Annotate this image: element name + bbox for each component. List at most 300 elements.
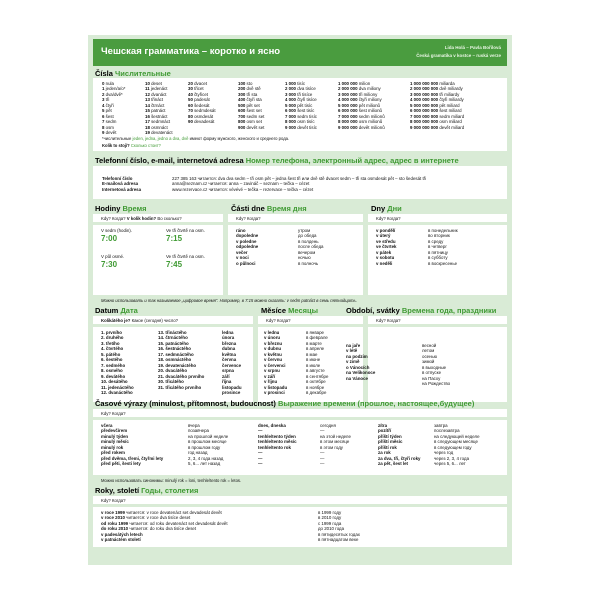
dayparts-heading-cz: Části dne bbox=[231, 204, 265, 213]
now-cz bbox=[258, 423, 297, 467]
dayparts-ru-item: ночью bbox=[298, 255, 311, 261]
past-ru-item: на прошлой неделе bbox=[188, 433, 229, 439]
days-heading bbox=[371, 204, 402, 213]
past-cz-item: před dvěma, třemi, čtyřmi lety bbox=[101, 455, 164, 461]
months-ru-item: в мае bbox=[306, 351, 318, 357]
time-label-3: V půl osmé. bbox=[101, 254, 125, 259]
numbers-heading-ru: Числительные bbox=[115, 69, 171, 78]
dates-col1 bbox=[101, 330, 134, 395]
contacts-labels-item: E-mailová adresa bbox=[102, 181, 139, 187]
numbers-col1-item: 6 šest bbox=[102, 113, 114, 119]
months-genitive-item: března bbox=[222, 340, 237, 346]
numbers-col4-item: 300 tři sta bbox=[238, 91, 258, 97]
now-ru-item: в этом году bbox=[320, 444, 343, 450]
months-cz bbox=[264, 330, 287, 395]
numbers-col1-item: 8 osm bbox=[102, 124, 114, 130]
months-genitive-item: října bbox=[222, 379, 232, 385]
dates-col2-item: 17. sedmnáctého bbox=[158, 351, 194, 357]
numbers-col6-item: 1 000 000 milion bbox=[338, 81, 371, 86]
numbers-col5-item: 5 000 pět tisíc bbox=[285, 102, 313, 108]
contacts-values-item: www.rezervace.cz читается: vévévé – tečka – rezervace – tečka – cézet bbox=[172, 186, 314, 192]
years-question bbox=[101, 498, 126, 503]
numbers-col5-item: 4 000 čtyři tisíce bbox=[285, 97, 317, 103]
dates-q: Kolikátého je? bbox=[101, 318, 131, 323]
days-cz-item: v sobotu bbox=[376, 255, 395, 261]
years-heading bbox=[95, 486, 198, 495]
numbers-col2-item: 14 čtrnáct bbox=[145, 102, 165, 108]
future-cz-item: zítra bbox=[378, 423, 388, 428]
days-ru-item: в воскресенье bbox=[428, 260, 458, 266]
numbers-col3-item: 80 osmdesát bbox=[188, 113, 214, 119]
now-ru-item: — bbox=[320, 450, 325, 456]
months-genitive-item: prosince bbox=[222, 389, 241, 395]
months-cz-item: v listopadu bbox=[264, 384, 288, 390]
dayparts-cz-item: v poledne bbox=[236, 238, 257, 244]
note-forms: jeden, jedna, jedno a dva, dvě bbox=[132, 136, 189, 141]
seasons-ru-item: весной bbox=[422, 343, 437, 348]
dates-q-ru: Какое (сегодня) число? bbox=[131, 318, 179, 323]
dayparts-cz-item: dopoledne bbox=[236, 233, 259, 239]
past-cz-item: před rokem bbox=[101, 450, 125, 456]
note-prefix: *числительные bbox=[102, 136, 133, 141]
numbers-col1-item: 9 devět bbox=[102, 130, 117, 136]
days-ru-item: в пятницу bbox=[428, 249, 448, 255]
numbers-col7-item: 3 000 000 000 tři miliardy bbox=[410, 91, 460, 97]
years-cz-item: v roce 1999 читается: v roce devatenáct set devadesát devět bbox=[101, 510, 222, 515]
past-ru-item: позавчера bbox=[188, 428, 209, 434]
numbers-col1-item: 1 jeden/a/o* bbox=[102, 86, 126, 92]
price-question-ru: Сколько стоит? bbox=[130, 143, 161, 148]
numbers-col3-item: 50 padesát bbox=[188, 97, 210, 103]
months-heading-cz: Měsíce bbox=[261, 306, 287, 315]
dayparts-ru bbox=[298, 228, 324, 266]
numbers-col1-item: 2 dva/dvě* bbox=[102, 91, 123, 97]
numbers-col5-item: 7 000 sedm tisíc bbox=[285, 113, 317, 119]
contacts-values bbox=[172, 176, 426, 192]
dayparts-cz-item: v noci bbox=[236, 255, 249, 261]
time-value-4: 7:45 bbox=[166, 260, 183, 269]
seasons-heading bbox=[346, 306, 496, 315]
numbers-col3-item: 70 sedmdesát bbox=[188, 108, 216, 114]
seasons-ru-item: летом bbox=[422, 348, 435, 354]
dayparts-heading bbox=[231, 204, 307, 213]
days-question bbox=[376, 216, 401, 221]
dayparts-ru-item: утром bbox=[298, 228, 311, 233]
page-title: Чешская грамматика – коротко и ясно bbox=[101, 46, 281, 57]
numbers-col3-item: 40 čtyřicet bbox=[188, 91, 209, 97]
time-value-3: 7:30 bbox=[101, 260, 118, 269]
months-genitive-item: dubna bbox=[222, 346, 236, 352]
past-ru-item: 2, 3, 4 года назад bbox=[188, 455, 224, 461]
years-cz-item: v padesátých letech bbox=[101, 531, 143, 537]
future-ru-item: в следующем месяце bbox=[434, 439, 478, 445]
now-cz-item: tenhle/tento rok bbox=[258, 444, 291, 450]
price-question bbox=[102, 143, 161, 148]
seasons-cz-item: o Vánocích bbox=[346, 364, 370, 370]
days-cz-item: ve čtvrtek bbox=[376, 244, 397, 250]
timeexpr-note: Можно использовать синонимы: minulý rok = loni, tenhle/tento rok = letos. bbox=[101, 478, 242, 483]
dates-col2-item: 16. šestnáctého bbox=[158, 346, 191, 352]
dayparts-cz-item: ráno bbox=[236, 228, 246, 233]
now-ru-item: — bbox=[320, 461, 325, 467]
numbers-col5-item: 1 000 tisíc bbox=[285, 81, 306, 86]
numbers-col6-item: 2 000 000 dva miliony bbox=[338, 86, 381, 92]
dates-col1-item: 7. sedmého bbox=[101, 362, 126, 368]
now-cz-item: dnes, dneska bbox=[258, 423, 286, 428]
timeexpr-heading-cz: Časové výrazy (minulost, přítomnost, budoucnost) bbox=[95, 399, 276, 408]
contacts-heading bbox=[95, 156, 459, 165]
months-cz-item: v dubnu bbox=[264, 346, 282, 352]
seasons-ru-item: зимой bbox=[422, 359, 435, 365]
numbers-col2-item: 12 dvanáct bbox=[145, 91, 167, 97]
months-ru-item: в феврале bbox=[306, 335, 328, 341]
numbers-note bbox=[102, 136, 289, 141]
dayparts-cz-item: o půlnoci bbox=[236, 260, 256, 266]
dates-heading bbox=[95, 306, 138, 315]
subtitle: Česká gramatika v kostce – ruská verze bbox=[416, 53, 501, 58]
future-cz-item: příští měsíc bbox=[378, 439, 403, 445]
numbers-col6-item: 7 000 000 sedm milionů bbox=[338, 113, 385, 119]
months-heading bbox=[261, 306, 318, 315]
years-cz bbox=[101, 510, 228, 543]
months-ru bbox=[306, 330, 328, 395]
future-cz-item: pozítří bbox=[378, 428, 392, 434]
numbers-col5-item: 9 000 devět tisíc bbox=[285, 124, 317, 130]
numbers-col2-item: 11 jedenáct bbox=[145, 86, 168, 92]
months-cz-item: v prosinci bbox=[264, 389, 285, 395]
hours-heading-ru: Время bbox=[122, 204, 147, 213]
numbers-col4-item: 900 devět set bbox=[238, 124, 265, 130]
seasons-heading-cz: Období, svátky bbox=[346, 306, 400, 315]
now-cz-item: tenhle/tento týden bbox=[258, 433, 296, 439]
seasons-q: Kdy? bbox=[376, 318, 386, 323]
dates-col1-item: 3. třetího bbox=[101, 340, 120, 346]
days-ru-item: во вторник bbox=[428, 233, 450, 239]
contacts-heading-ru: Номер телефона, электронный адрес, адрес в интернете bbox=[245, 156, 459, 165]
months-genitive-item: listopadu bbox=[222, 384, 242, 390]
price-question-cz: Kolik to stojí? bbox=[102, 143, 130, 148]
future-ru-item: в следующем году bbox=[434, 444, 472, 450]
dates-col1-item: 5. pátého bbox=[101, 351, 121, 357]
years-heading-cz: Roky, století bbox=[95, 486, 140, 495]
hours-note: Можно использовать и так называемое „цифровое время“. Например, в 7:15 можно сказать: v sedm patnáct в семь пятнадцать. bbox=[101, 298, 357, 303]
days-cz-item: v pátek bbox=[376, 249, 392, 255]
future-cz-item: za rok bbox=[378, 450, 391, 456]
seasons-cz-item: v létě bbox=[346, 348, 358, 354]
timeexpr-heading bbox=[95, 399, 474, 408]
numbers-col4-item: 100 sto bbox=[238, 81, 253, 86]
dayparts-ru-item: в полночь bbox=[298, 260, 319, 266]
past-cz-item: včera bbox=[101, 423, 113, 428]
months-ru-item: в ноябре bbox=[306, 384, 325, 390]
numbers-col4-item: 400 čtyři sta bbox=[238, 97, 262, 103]
hours-heading bbox=[95, 204, 147, 213]
numbers-col7-item: 5 000 000 000 pět miliard bbox=[410, 102, 460, 108]
numbers-col2-item: 16 šestnáct bbox=[145, 113, 168, 119]
numbers-col5-item: 2 000 dva tisíce bbox=[285, 86, 316, 92]
numbers-col2-item: 19 devatenáct bbox=[145, 130, 173, 136]
months-cz-item: v březnu bbox=[264, 340, 283, 346]
numbers-col7-item: 6 000 000 000 šest miliard bbox=[410, 108, 462, 114]
now-ru bbox=[320, 423, 351, 467]
dates-col2-item: 31. třicátého prvního bbox=[158, 384, 202, 390]
now-ru-item: на этой неделе bbox=[320, 433, 351, 439]
numbers-col4-item: 800 osm set bbox=[238, 119, 262, 125]
numbers-col3-item: 60 šedesát bbox=[188, 102, 210, 108]
months-ru-item: в июле bbox=[306, 362, 321, 368]
time-label-1: V sedm (hodin). bbox=[101, 228, 132, 233]
days-q-ru: Когда? bbox=[387, 216, 401, 221]
days-cz bbox=[376, 228, 397, 266]
numbers-col3 bbox=[188, 81, 216, 125]
dayparts-heading-ru: Время дня bbox=[266, 204, 307, 213]
numbers-col6-item: 9 000 000 devět milionů bbox=[338, 124, 385, 130]
future-cz-item: za pět, šest let bbox=[378, 461, 409, 467]
dates-col1-item: 12. dvanáctého bbox=[101, 389, 133, 395]
numbers-col7-item: 2 000 000 000 dvě miliardy bbox=[410, 86, 463, 92]
months-cz-item: v červnu bbox=[264, 357, 283, 363]
years-ru-item: в пятнадцатом веке bbox=[318, 537, 359, 543]
dayparts-question bbox=[236, 216, 261, 221]
seasons-cz bbox=[346, 343, 375, 381]
contacts-values-item: 227 385 163 читается: dva dva sedm – tři osm pět – jedna šest tři или dvě stě dvacet sedm – tři sta osmdesát pět – sto šedesát tři bbox=[172, 176, 427, 181]
now-cz-item: — bbox=[258, 455, 263, 461]
months-q: Kdy? bbox=[266, 318, 276, 323]
seasons-ru-item: осенью bbox=[422, 353, 438, 359]
dates-col2-item: 14. čtrnáctého bbox=[158, 335, 188, 341]
months-q-ru: Когда? bbox=[277, 318, 291, 323]
future-ru-item: послезавтра bbox=[434, 428, 460, 434]
time-value-2: 7:15 bbox=[166, 234, 183, 243]
numbers-col5 bbox=[285, 81, 317, 130]
dayparts-ru-item: вечером bbox=[298, 249, 316, 255]
now-cz-item: tenhle/tento měsíc bbox=[258, 439, 297, 445]
months-cz-item: v říjnu bbox=[264, 379, 278, 385]
dates-col1-item: 9. devátého bbox=[101, 373, 126, 379]
days-ru-item: в среду bbox=[428, 238, 444, 244]
numbers-col3-item: 20 dvacet bbox=[188, 81, 208, 86]
months-genitive bbox=[222, 330, 242, 395]
dates-col1-item: 4. čtvrtého bbox=[101, 346, 124, 352]
numbers-col2-item: 15 patnáct bbox=[145, 108, 166, 114]
months-ru-item: в апреле bbox=[306, 346, 325, 352]
past-ru-item: год назад bbox=[188, 450, 208, 456]
years-ru-item: в 2010 году bbox=[318, 515, 342, 521]
numbers-col5-item: 3 000 tři tisíce bbox=[285, 91, 313, 97]
past-ru-item: вчера bbox=[188, 423, 200, 428]
past-ru-item: в прошлом году bbox=[188, 444, 221, 450]
months-ru-item: в августе bbox=[306, 368, 325, 374]
years-question-box bbox=[93, 496, 507, 504]
hours-q1: Kdy? bbox=[101, 216, 111, 221]
numbers-col1 bbox=[102, 81, 125, 136]
numbers-col4-item: 700 sedm set bbox=[238, 113, 265, 119]
future-ru-item: через 2, 3, 4 года bbox=[434, 455, 470, 461]
numbers-col3-item: 90 devadesát bbox=[188, 119, 215, 125]
title-bar bbox=[93, 39, 507, 66]
months-genitive-item: září bbox=[222, 373, 230, 379]
contacts-labels-item: Internetová adresa bbox=[102, 186, 142, 192]
hours-q2: V kolik hodin? bbox=[126, 216, 157, 221]
months-cz-item: v červenci bbox=[264, 362, 286, 368]
months-question bbox=[266, 318, 291, 323]
numbers-heading-cz: Čísla bbox=[95, 69, 113, 78]
time-value-1: 7:00 bbox=[101, 234, 118, 243]
months-ru-item: в октябре bbox=[306, 379, 326, 385]
future-ru-item: через год bbox=[434, 450, 454, 456]
years-ru-item: в пятидесятых годах bbox=[318, 531, 360, 537]
future-cz-item: příští rok bbox=[378, 444, 397, 450]
months-ru-item: в июне bbox=[306, 357, 321, 363]
past-cz-item: minulý měsíc bbox=[101, 439, 129, 445]
years-q: Kdy? bbox=[101, 498, 111, 503]
timeexpr-question-box bbox=[93, 409, 507, 417]
dayparts-ru-item: после обеда bbox=[298, 244, 324, 250]
note-suffix: имеют форму мужского, женского и среднего рода. bbox=[188, 136, 290, 141]
numbers-col6 bbox=[338, 81, 385, 130]
months-cz-item: v únoru bbox=[264, 335, 281, 341]
past-cz-item: minulý týden bbox=[101, 433, 129, 439]
months-genitive-item: února bbox=[222, 335, 235, 341]
future-cz-item: za dva, tři, čtyři roky bbox=[378, 455, 421, 461]
dates-col1-item: 6. šestého bbox=[101, 357, 123, 363]
months-cz-item: v srpnu bbox=[264, 368, 280, 374]
dates-col2-item: 18. osmnáctého bbox=[158, 357, 192, 363]
numbers-col2-item: 18 osmnáct bbox=[145, 124, 168, 130]
days-heading-cz: Dny bbox=[371, 204, 386, 213]
years-cz-item: od roku 1999 читается: od roku devatenáct set devadesát devět bbox=[101, 520, 228, 526]
timeexpr-question bbox=[101, 411, 126, 416]
now-cz-item: — bbox=[258, 428, 263, 434]
months-cz-item: v lednu bbox=[264, 330, 280, 335]
numbers-col7 bbox=[410, 81, 464, 130]
past-ru bbox=[188, 423, 228, 467]
past-ru-item: в прошлом месяце bbox=[188, 439, 227, 445]
future-ru-item: завтра bbox=[434, 423, 448, 428]
months-genitive-item: ledna bbox=[222, 330, 234, 335]
numbers-col7-item: 1 000 000 000 miliarda bbox=[410, 81, 455, 86]
seasons-ru-item: на Рождество bbox=[422, 381, 451, 387]
numbers-col5-item: 6 000 šest tisíc bbox=[285, 108, 315, 114]
dates-col1-item: 11. jedenáctého bbox=[101, 384, 134, 390]
numbers-col7-item: 4 000 000 000 čtyři miliardy bbox=[410, 97, 464, 103]
numbers-col1-item: 3 tři bbox=[102, 97, 110, 103]
future-ru-item: через 5, 6... лет bbox=[434, 461, 466, 467]
dates-col2-item: 19. devatenáctého bbox=[158, 362, 197, 368]
days-ru bbox=[428, 228, 458, 266]
future-cz-item: příští týden bbox=[378, 433, 402, 439]
seasons-cz-item: na podzim bbox=[346, 353, 368, 359]
contacts-labels-item: Telefonní číslo bbox=[102, 176, 133, 181]
numbers-col6-item: 8 000 000 osm milionů bbox=[338, 119, 383, 125]
dayparts-q-ru: Когда? bbox=[247, 216, 261, 221]
dayparts-ru-item: в полдень bbox=[298, 238, 319, 244]
now-ru-item: сегодня bbox=[320, 423, 336, 428]
months-ru-item: в сентябре bbox=[306, 373, 329, 379]
dates-question bbox=[101, 318, 178, 323]
dates-col2 bbox=[158, 330, 204, 390]
numbers-col4-item: 200 dvě stě bbox=[238, 86, 261, 92]
numbers-col6-item: 3 000 000 tři miliony bbox=[338, 91, 378, 97]
seasons-q-ru: Когда? bbox=[387, 318, 401, 323]
contacts-labels bbox=[102, 176, 141, 192]
numbers-col3-item: 30 třicet bbox=[188, 86, 204, 92]
time-label-2: Ve tři čtvrtě na osm. bbox=[166, 228, 205, 233]
past-cz-item: minulý rok bbox=[101, 444, 124, 450]
numbers-col6-item: 5 000 000 pět milionů bbox=[338, 102, 380, 108]
years-ru-item: до 2010 года bbox=[318, 526, 345, 532]
days-cz-item: v pondělí bbox=[376, 228, 396, 233]
years-heading-ru: Годы, столетия bbox=[141, 486, 199, 495]
months-genitive-item: května bbox=[222, 351, 236, 357]
numbers-col4 bbox=[238, 81, 264, 130]
seasons-ru bbox=[422, 343, 450, 387]
days-q: Kdy? bbox=[376, 216, 386, 221]
numbers-col6-item: 4 000 000 čtyři miliony bbox=[338, 97, 382, 103]
hours-question bbox=[101, 216, 182, 221]
months-cz-item: v květnu bbox=[264, 351, 282, 357]
numbers-col6-item: 6 000 000 šest milionů bbox=[338, 108, 382, 114]
months-ru-item: в марте bbox=[306, 340, 322, 346]
dayparts-ru-item: до обеда bbox=[298, 233, 317, 239]
now-ru-item: в этом месяце bbox=[320, 439, 350, 445]
months-heading-ru: Месяцы bbox=[288, 306, 319, 315]
years-ru-item: с 1999 года bbox=[318, 520, 342, 526]
dayparts-q: Kdy? bbox=[236, 216, 246, 221]
years-cz-item: v roce 2010 читается: v roce dva tisíce deset bbox=[101, 515, 191, 521]
days-ru-item: в понедельник bbox=[428, 228, 458, 233]
days-ru-item: в субботу bbox=[428, 255, 448, 261]
future-ru bbox=[434, 423, 480, 467]
numbers-col1-item: 7 sedm bbox=[102, 119, 117, 125]
now-ru-item: — bbox=[320, 428, 325, 434]
contacts-heading-cz: Telefonní číslo, e-mail, internetová adresa bbox=[95, 156, 244, 165]
months-ru-item: в январе bbox=[306, 330, 324, 335]
dates-col1-item: 8. osmého bbox=[101, 368, 123, 374]
numbers-col2-item: 10 deset bbox=[145, 81, 162, 86]
dates-heading-ru: Дата bbox=[120, 306, 138, 315]
months-genitive-item: srpna bbox=[222, 368, 234, 374]
past-cz-item: před pěti, šesti lety bbox=[101, 461, 141, 467]
now-cz-item: — bbox=[258, 450, 263, 456]
months-genitive-item: července bbox=[222, 362, 242, 368]
grammar-sheet bbox=[88, 35, 512, 565]
months-genitive-item: června bbox=[222, 357, 237, 363]
days-cz-item: v neděli bbox=[376, 260, 393, 266]
dates-col2-item: 15. patnáctého bbox=[158, 340, 189, 346]
numbers-col1-item: 4 čtyři bbox=[102, 102, 114, 108]
time-label-4: Ve tři čtvrtě na osm. bbox=[166, 254, 205, 259]
authors: Lida Holá – Pavla Bořilová bbox=[444, 45, 501, 50]
future-ru-item: на следующей неделе bbox=[434, 433, 480, 439]
numbers-col2-item: 13 třináct bbox=[145, 97, 164, 103]
numbers-col2 bbox=[145, 81, 173, 136]
past-cz-item: předevčírem bbox=[101, 428, 128, 434]
dayparts-cz bbox=[236, 228, 258, 266]
years-ru-item: в 1999 году bbox=[318, 510, 342, 515]
dates-col2-item: 30. třicátého bbox=[158, 379, 184, 385]
years-q-ru: Когда? bbox=[112, 498, 126, 503]
numbers-col1-item: 5 pět bbox=[102, 108, 112, 114]
dayparts-cz-item: večer bbox=[236, 249, 248, 255]
seasons-cz-item: na jaře bbox=[346, 343, 361, 348]
seasons-ru-item: в выходные bbox=[422, 364, 447, 370]
now-ru-item: — bbox=[320, 455, 325, 461]
dates-col2-item: 20. dvacátého bbox=[158, 368, 188, 374]
hours-q2-ru: Во сколько? bbox=[157, 216, 182, 221]
timeexpr-q-ru: Когда? bbox=[112, 411, 126, 416]
numbers-col4-item: 600 šest set bbox=[238, 108, 262, 114]
